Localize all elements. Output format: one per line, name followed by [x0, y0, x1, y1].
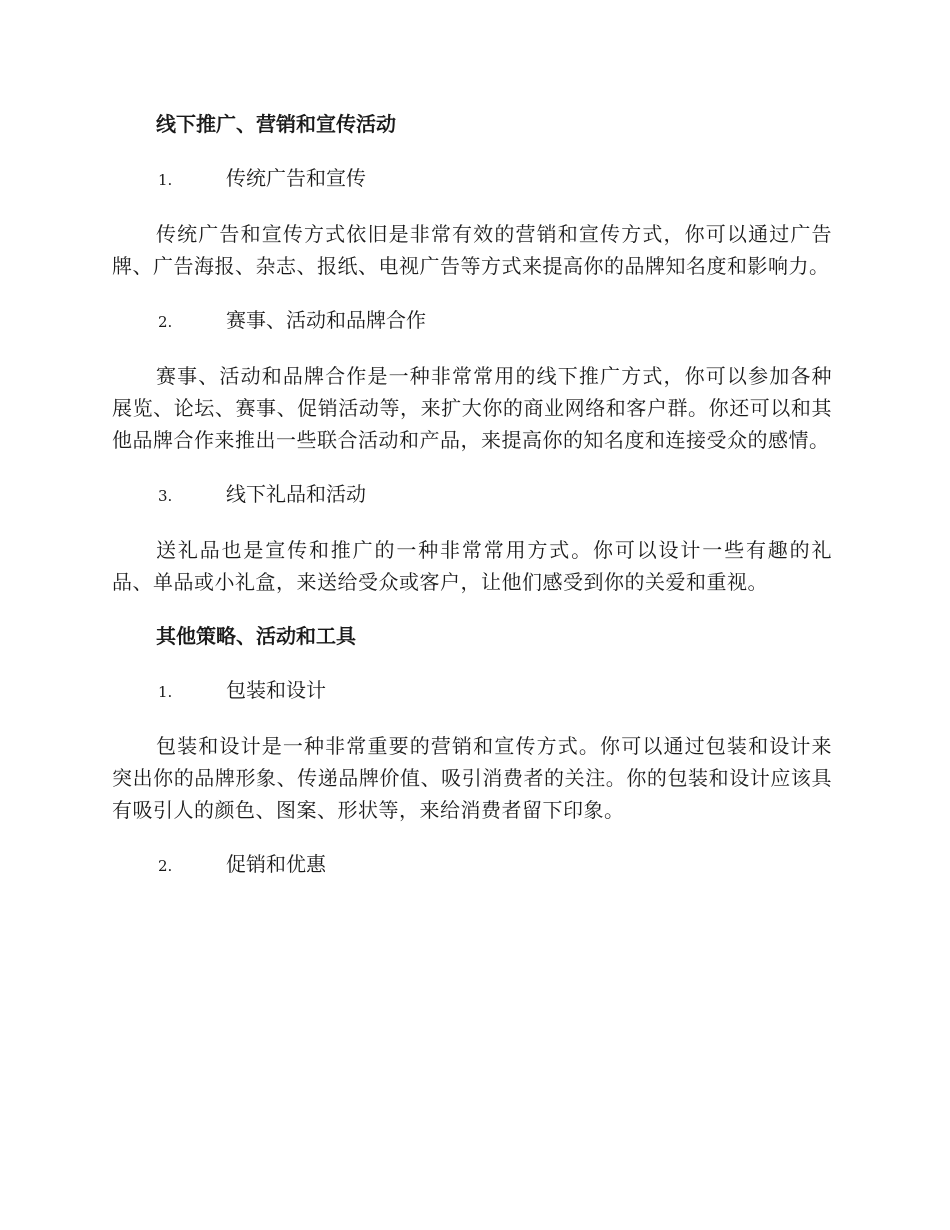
paragraph-packaging-design: 包装和设计是一种非常重要的营销和宣传方式。你可以通过包装和设计来突出你的品牌形象、传递品牌价值、吸引消费者的关注。你的包装和设计应该具有吸引人的颜色、图案、形状等，来给消费者留下印象。 — [112, 734, 832, 822]
list-item-packaging-design — [112, 674, 832, 708]
list-item-offline-gifts — [112, 478, 832, 512]
list-title: 包装和设计 — [226, 678, 326, 702]
section-heading-other-strategies: 其他策略、活动和工具 — [156, 624, 356, 648]
list-number: 3. — [158, 487, 173, 505]
paragraph-offline-gifts: 送礼品也是宣传和推广的一种非常常用方式。你可以设计一些有趣的礼品、单品或小礼盒，来送给受众或客户，让他们感受到你的关爱和重视。 — [112, 538, 832, 594]
list-title: 赛事、活动和品牌合作 — [226, 308, 426, 332]
list-item-traditional-ads — [112, 162, 832, 196]
list-number: 2. — [158, 857, 173, 875]
document-content — [112, 108, 832, 904]
list-title: 传统广告和宣传 — [226, 166, 366, 190]
list-title: 线下礼品和活动 — [226, 482, 366, 506]
list-item-events-partnerships — [112, 304, 832, 338]
section-heading-offline-promotion: 线下推广、营销和宣传活动 — [156, 112, 396, 136]
list-item-promotions-discounts — [112, 848, 832, 882]
list-title: 促销和优惠 — [226, 852, 326, 876]
paragraph-events-partnerships: 赛事、活动和品牌合作是一种非常常用的线下推广方式，你可以参加各种展览、论坛、赛事、促销活动等，来扩大你的商业网络和客户群。你还可以和其他品牌合作来推出一些联合活动和产品，来提高你的知名度和连接受众的感情。 — [112, 364, 832, 452]
list-number: 1. — [158, 171, 173, 189]
list-number: 2. — [158, 313, 173, 331]
paragraph-traditional-ads: 传统广告和宣传方式依旧是非常有效的营销和宣传方式，你可以通过广告牌、广告海报、杂志、报纸、电视广告等方式来提高你的品牌知名度和影响力。 — [112, 222, 832, 278]
list-number: 1. — [158, 683, 173, 701]
